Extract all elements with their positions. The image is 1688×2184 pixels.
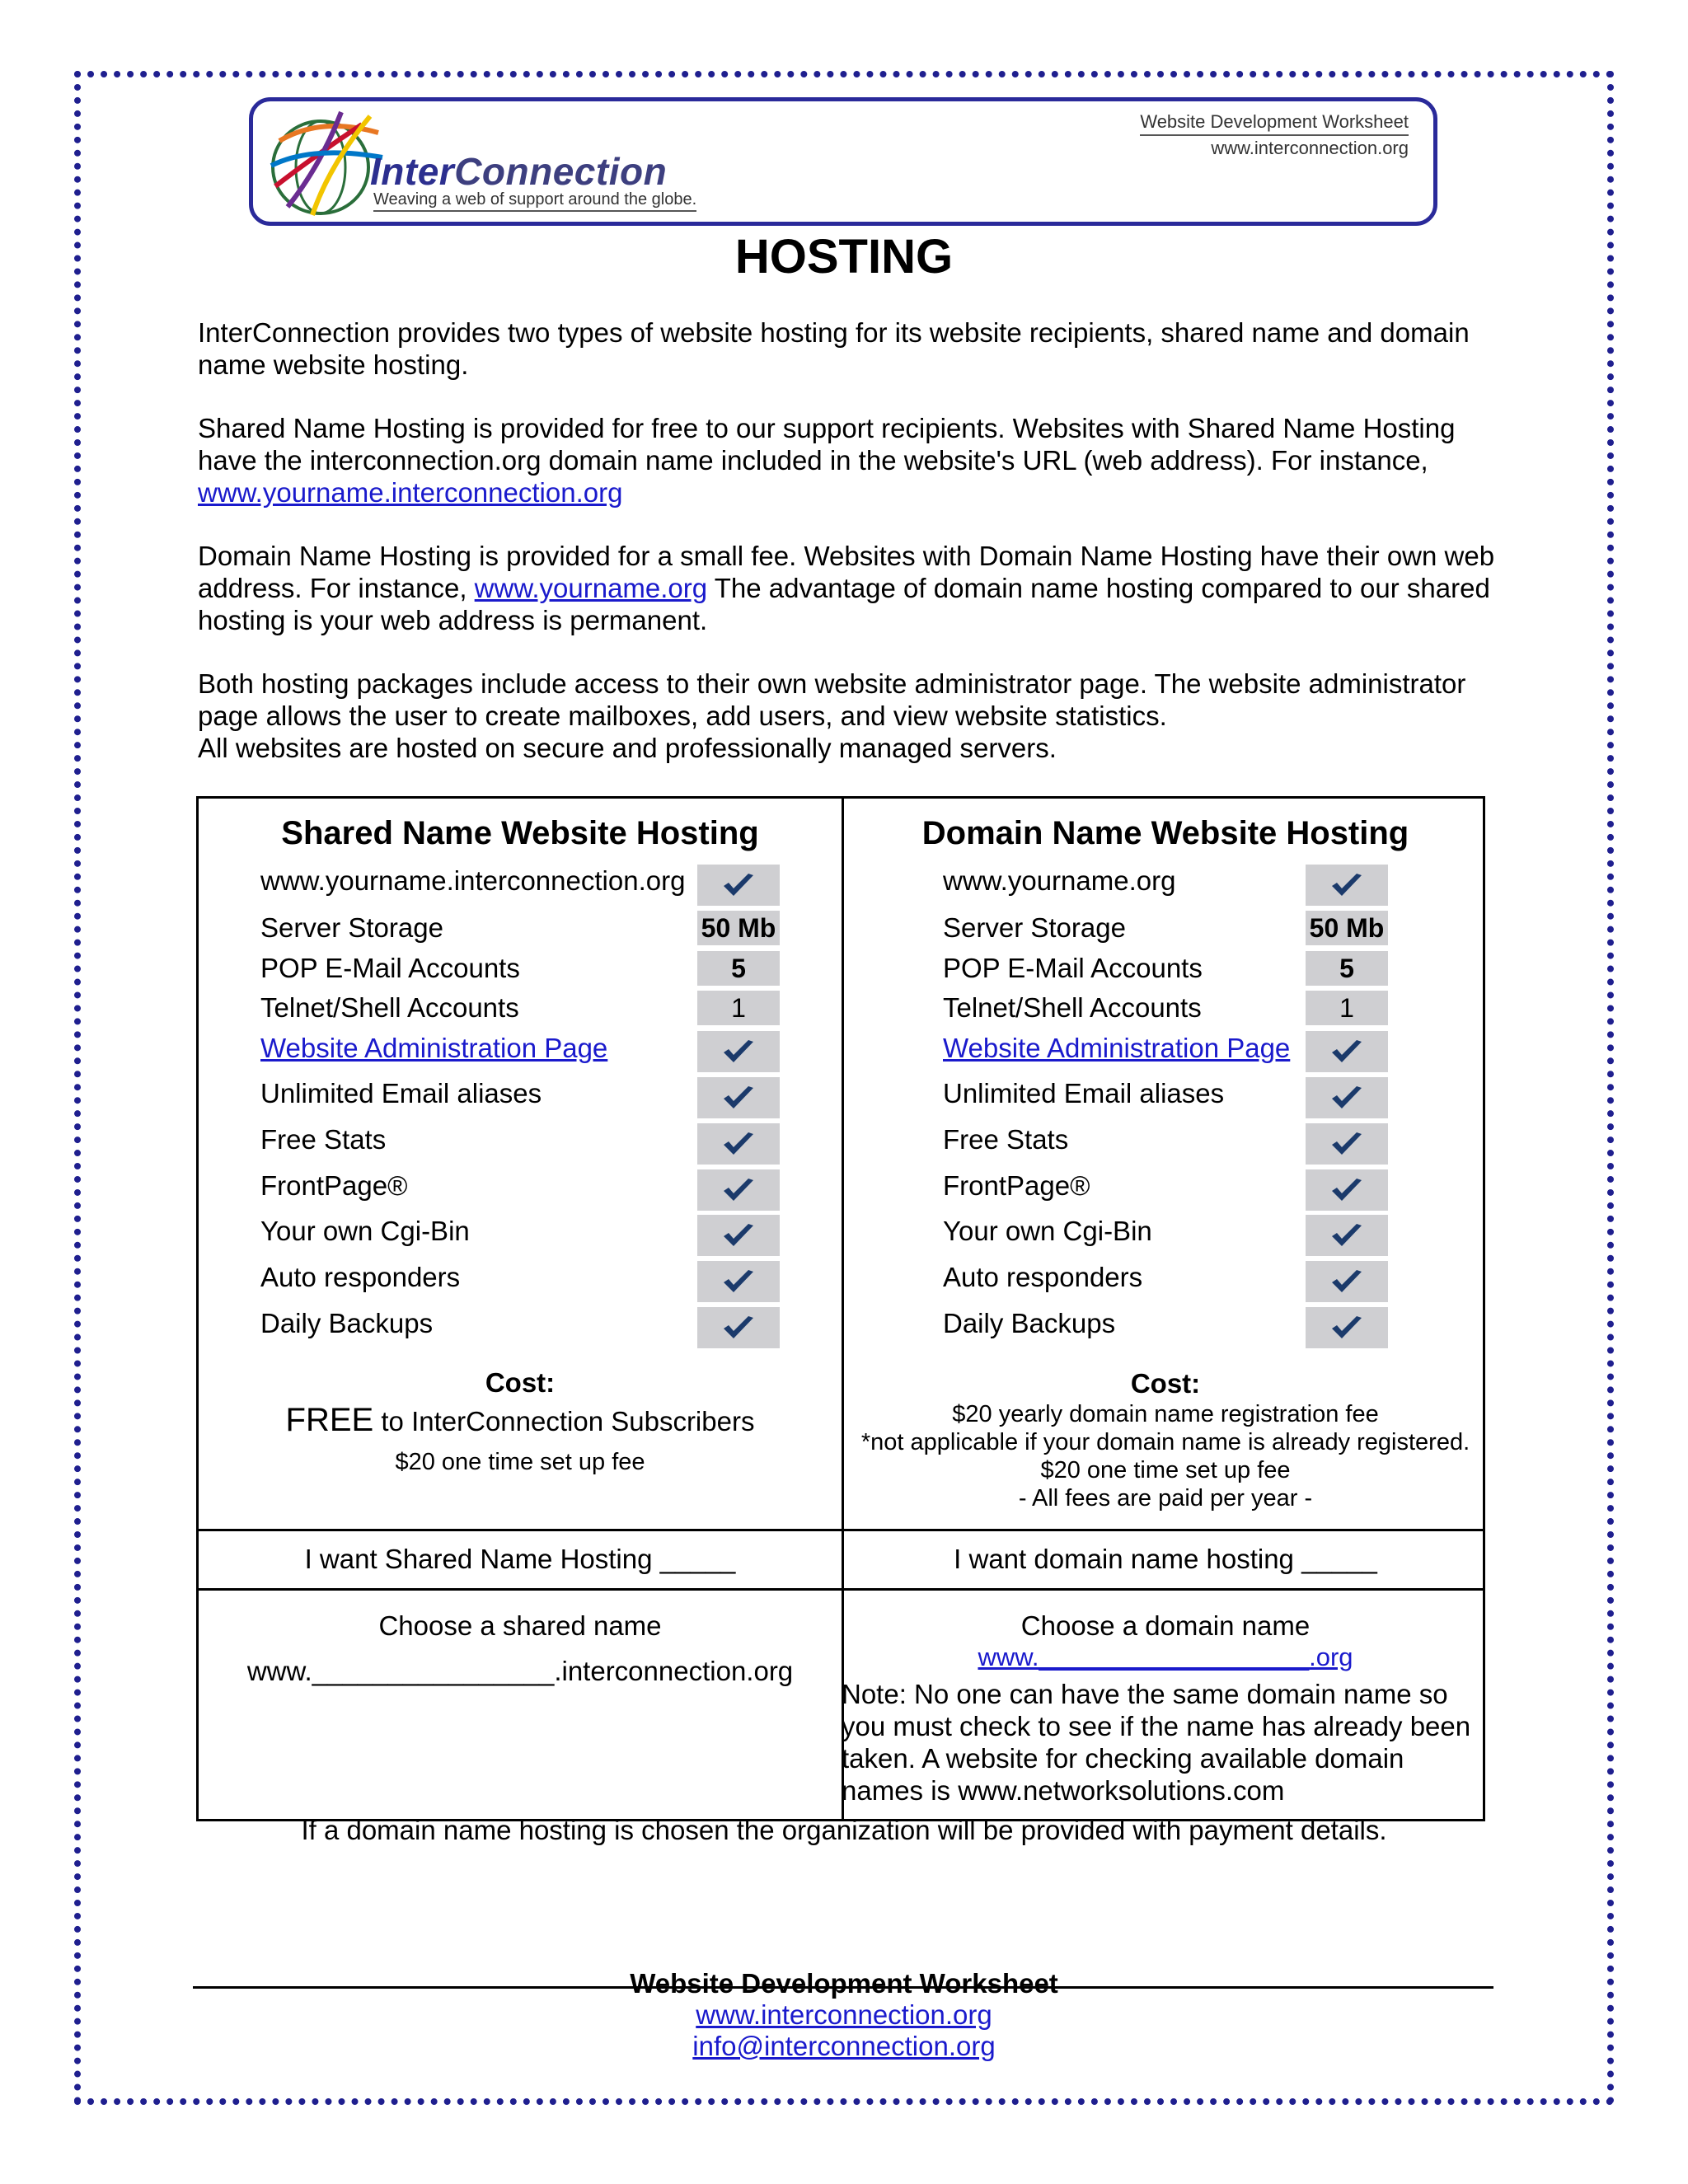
shared-feature-stats: Free Stats xyxy=(260,1124,387,1155)
domain-setup-fee: $20 one time set up fee xyxy=(1040,1457,1291,1483)
domain-want-field[interactable]: I want domain name hosting _____ xyxy=(954,1544,1377,1574)
check-icon xyxy=(1306,1307,1388,1348)
shared-cost: Cost: FREE to InterConnection Subscribers $20 one time set up fee xyxy=(199,1367,842,1476)
domain-feature-telnet: Telnet/Shell Accounts xyxy=(943,992,1202,1023)
domain-feature-stats: Free Stats xyxy=(943,1124,1069,1155)
intro-text xyxy=(198,316,1500,795)
check-icon xyxy=(1306,1031,1388,1072)
shared-telnet-value: 1 xyxy=(697,991,780,1025)
domain-feature-pop: POP E-Mail Accounts xyxy=(943,953,1203,983)
shared-want-field[interactable]: I want Shared Name Hosting _____ xyxy=(304,1544,736,1574)
domain-choose-label: Choose a domain name xyxy=(1020,1610,1311,1641)
shared-feature-frontpage: FrontPage® xyxy=(260,1170,408,1201)
check-icon xyxy=(1306,1261,1388,1302)
banner-info xyxy=(1140,110,1409,161)
check-icon xyxy=(1306,1123,1388,1165)
check-icon xyxy=(697,1077,780,1118)
check-icon xyxy=(697,1261,780,1302)
logo-tagline: Weaving a web of support around the globe. xyxy=(373,190,696,212)
check-icon xyxy=(1306,865,1388,906)
worksheet-label: Website Development Worksheet xyxy=(1140,110,1409,136)
logo-wordmark: InterConnection xyxy=(370,150,668,193)
domain-feature-aliases: Unlimited Email aliases xyxy=(943,1078,1225,1108)
domain-name-field[interactable]: www.___________________.org xyxy=(978,1643,1353,1671)
shared-feature-backups: Daily Backups xyxy=(260,1308,434,1338)
shared-feature-url: www.yourname.interconnection.org xyxy=(260,865,686,896)
shared-choose-label: Choose a shared name xyxy=(378,1610,662,1641)
domain-feature-frontpage: FrontPage® xyxy=(943,1170,1090,1201)
domain-example-link[interactable]: www.yourname.org xyxy=(474,573,708,603)
domain-cost-note: *not applicable if your domain name is already registered. xyxy=(860,1429,1470,1455)
check-icon xyxy=(1306,1215,1388,1256)
domain-fees-yearly: - All fees are paid per year - xyxy=(1018,1485,1313,1511)
intro-paragraph-2: Shared Name Hosting is provided for free to our support recipients. Websites with Shared Name Hosting have the interconnection.org domain name included in the website's URL (web address). For instance, www.yourname.interconnection.org xyxy=(198,413,1456,508)
footer xyxy=(0,1968,1688,2062)
footer-email-link[interactable]: info@interconnection.org xyxy=(692,2031,996,2061)
domain-telnet-value: 1 xyxy=(1306,991,1388,1025)
payment-details-note: If a domain name hosting is chosen the organization will be provided with payment details. xyxy=(301,1815,1387,1845)
domain-cost-registration: $20 yearly domain name registration fee xyxy=(952,1401,1379,1427)
shared-pop-value: 5 xyxy=(697,951,780,986)
check-icon xyxy=(697,1307,780,1348)
footer-title: Website Development Worksheet xyxy=(630,1968,1058,1999)
domain-cost: Cost: $20 yearly domain name registration fee *not applicable if your domain name is already registered. $20 one time set up fee - All fees are paid per year - xyxy=(844,1367,1487,1512)
check-icon xyxy=(1306,1169,1388,1211)
footer-website-link[interactable]: www.interconnection.org xyxy=(696,1999,992,2030)
shared-feature-autoresponders: Auto responders xyxy=(260,1262,461,1292)
hosting-comparison-table xyxy=(196,796,1485,1821)
shared-example-link[interactable]: www.yourname.interconnection.org xyxy=(198,477,623,508)
shared-admin-page-link[interactable]: Website Administration Page xyxy=(260,1033,608,1063)
check-icon xyxy=(697,865,780,906)
header-banner xyxy=(249,97,1437,226)
shared-feature-storage: Server Storage xyxy=(260,912,443,943)
domain-title: Domain Name Website Hosting xyxy=(921,815,1409,851)
shared-feature-telnet: Telnet/Shell Accounts xyxy=(260,992,519,1023)
domain-feature-autoresponders: Auto responders xyxy=(943,1262,1143,1292)
shared-cost-free: FREE xyxy=(285,1402,374,1438)
check-icon xyxy=(697,1215,780,1256)
globe-logo-icon xyxy=(263,108,387,223)
check-icon xyxy=(697,1031,780,1072)
domain-feature-url: www.yourname.org xyxy=(943,865,1176,896)
intro-paragraph-3: Domain Name Hosting is provided for a small fee. Websites with Domain Name Hosting have their own web address. For instance, www.yourname.org The advantage of domain name hosting compared to our shared hosting is your web address is permanent. xyxy=(198,541,1495,635)
shared-setup-fee: $20 one time set up fee xyxy=(395,1449,645,1475)
domain-feature-backups: Daily Backups xyxy=(943,1308,1116,1338)
intro-paragraph-1: InterConnection provides two types of website hosting for its website recipients, shared name and domain name website hosting. xyxy=(198,317,1470,380)
domain-pop-value: 5 xyxy=(1306,951,1388,986)
domain-feature-storage: Server Storage xyxy=(943,912,1126,943)
domain-storage-value: 50 Mb xyxy=(1306,911,1388,945)
shared-name-field[interactable]: www.________________.interconnection.org xyxy=(246,1656,794,1686)
check-icon xyxy=(1306,1077,1388,1118)
intro-paragraph-4: Both hosting packages include access to their own website administrator page. The website administrator page allows the user to create mailboxes, add users, and view website statistics. All websites are hosted on secure and professionally managed servers. xyxy=(198,668,1466,763)
shared-title: Shared Name Website Hosting xyxy=(281,815,759,851)
check-icon xyxy=(697,1169,780,1211)
domain-feature-cgibin: Your own Cgi-Bin xyxy=(943,1216,1152,1246)
shared-storage-value: 50 Mb xyxy=(697,911,780,945)
shared-feature-cgibin: Your own Cgi-Bin xyxy=(260,1216,470,1246)
shared-feature-aliases: Unlimited Email aliases xyxy=(260,1078,542,1108)
domain-admin-page-link[interactable]: Website Administration Page xyxy=(943,1033,1291,1063)
domain-note: Note: No one can have the same domain name so you must check to see if the name has already been taken. A website for checking available domain names is www.networksolutions.com xyxy=(842,1679,1471,1806)
shared-feature-pop: POP E-Mail Accounts xyxy=(260,953,520,983)
check-icon xyxy=(697,1123,780,1165)
banner-website: www.interconnection.org xyxy=(1211,138,1409,158)
page-title: HOSTING xyxy=(734,230,954,284)
